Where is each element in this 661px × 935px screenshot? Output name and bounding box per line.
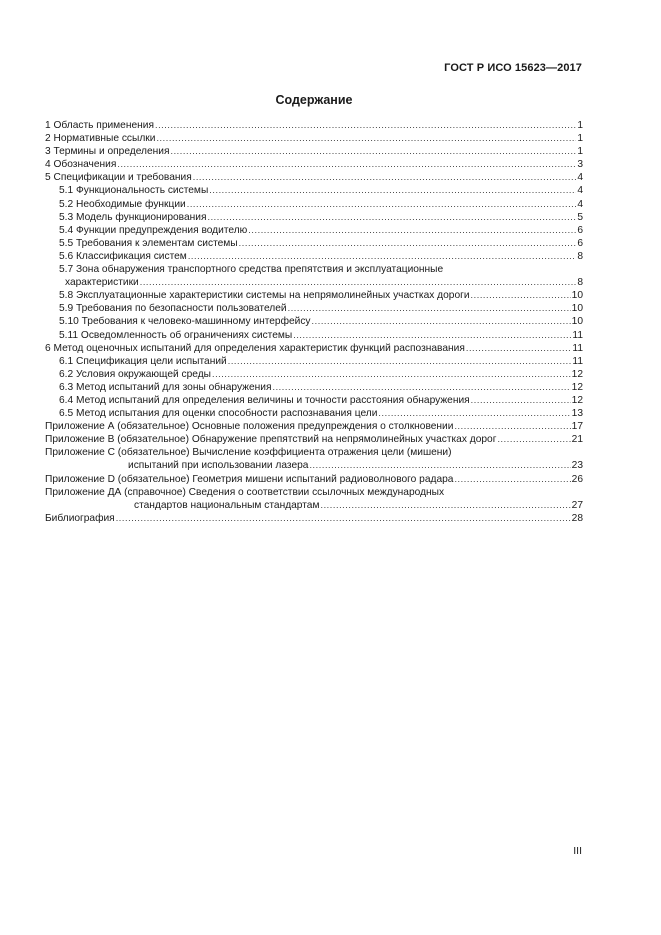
toc-page-number: 10 <box>571 290 583 302</box>
toc-page-number: 26 <box>571 473 583 485</box>
toc-entry-continuation[interactable] <box>45 276 583 289</box>
toc-entry[interactable] <box>45 486 583 499</box>
document-id: ГОСТ Р ИСО 15623—2017 <box>444 62 582 74</box>
toc-page-number: 6 <box>577 237 583 249</box>
toc-entry[interactable] <box>45 119 583 132</box>
toc-entry[interactable] <box>45 158 583 171</box>
toc-entry-text: 5 Спецификации и требования <box>45 172 192 184</box>
toc-entry[interactable] <box>45 446 583 459</box>
toc-entry-text: испытаний при использовании лазера <box>128 460 309 472</box>
leader-dots <box>309 459 570 472</box>
leader-dots <box>156 132 576 145</box>
leader-dots <box>117 158 576 171</box>
toc-entry[interactable] <box>45 237 583 250</box>
toc-page-number: 1 <box>577 133 583 145</box>
toc-entry-text: 5.2 Необходимые функции <box>59 198 186 210</box>
toc-entry-text: 5.6 Классификация систем <box>59 250 187 262</box>
leader-dots <box>466 342 572 355</box>
toc-entry[interactable] <box>45 381 583 394</box>
toc-entry[interactable] <box>45 355 583 368</box>
leader-dots <box>293 329 571 342</box>
toc-page-number: 11 <box>572 355 583 367</box>
toc-entry-text: 5.7 Зона обнаружения транспортного средства препятствия и эксплуатационные <box>59 264 444 276</box>
toc-page-number: 8 <box>577 250 583 262</box>
toc-entry-text: 6.2 Условия окружающей среды <box>59 368 211 380</box>
toc-page-number: 10 <box>571 303 583 315</box>
toc-entry-text: 3 Термины и определения <box>45 146 170 158</box>
toc-entry[interactable] <box>45 368 583 381</box>
toc-entry-text: 4 Обозначения <box>45 159 117 171</box>
toc-entry-text: 6.1 Спецификация цели испытаний <box>59 355 227 367</box>
toc-page-number: 17 <box>571 421 583 433</box>
leader-dots <box>116 512 571 525</box>
toc-page-number: 4 <box>577 198 583 210</box>
toc-page-number: 11 <box>572 342 583 354</box>
toc-entry-text: Приложение С (обязательное) Вычисление коэффициента отражения цели (мишени) <box>45 447 452 459</box>
toc-page-number: 3 <box>577 159 583 171</box>
toc-entry-text: 5.3 Модель функционирования <box>59 211 207 223</box>
leader-dots <box>320 499 570 512</box>
leader-dots <box>312 315 571 328</box>
toc-entry[interactable] <box>45 512 583 525</box>
toc-page-number: 4 <box>577 185 583 197</box>
toc-entry-text: 5.10 Требования к человеко-машинному интерфейсу <box>59 316 311 328</box>
toc-page-number: 4 <box>577 172 583 184</box>
toc-entry-text: 6.3 Метод испытаний для зоны обнаружения <box>59 381 272 393</box>
toc-entry[interactable] <box>45 132 583 145</box>
toc-entry-text: 2 Нормативные ссылки <box>45 133 156 145</box>
toc-entry[interactable] <box>45 473 583 486</box>
toc-entry[interactable] <box>45 302 583 315</box>
toc-entry[interactable] <box>45 329 583 342</box>
leader-dots <box>454 420 570 433</box>
toc-page-number: 5 <box>577 211 583 223</box>
leader-dots <box>188 250 577 263</box>
toc-entry[interactable] <box>45 315 583 328</box>
toc-page-number: 1 <box>577 146 583 158</box>
toc-entry[interactable] <box>45 420 583 433</box>
toc-entry-text: Приложение А (обязательное) Основные положения предупреждения о столкновении <box>45 421 454 433</box>
toc-entry[interactable] <box>45 289 583 302</box>
leader-dots <box>193 171 577 184</box>
leader-dots <box>212 368 571 381</box>
table-of-contents <box>45 119 583 525</box>
toc-entry-text: 5.11 Осведомленность об ограничениях системы <box>59 329 293 341</box>
toc-entry-text: 5.4 Функции предупреждения водителю <box>59 224 248 236</box>
leader-dots <box>155 119 576 132</box>
toc-entry-text: Приложение ДА (справочное) Сведения о соответствии ссылочных международных <box>45 486 445 498</box>
toc-page-number: 6 <box>577 224 583 236</box>
toc-entry[interactable] <box>45 224 583 237</box>
toc-entry-continuation[interactable] <box>45 459 583 472</box>
toc-page-number: 12 <box>571 368 583 380</box>
leader-dots <box>497 433 570 446</box>
leader-dots <box>471 289 571 302</box>
toc-entry-text: Приложение В (обязательное) Обнаружение препятствий на непрямолинейных участках дорог <box>45 434 497 446</box>
toc-page-number: 23 <box>571 460 583 472</box>
toc-page-number: 27 <box>571 499 583 511</box>
leader-dots <box>140 276 577 289</box>
leader-dots <box>187 198 577 211</box>
page-number: III <box>573 845 582 857</box>
leader-dots <box>378 407 570 420</box>
leader-dots <box>248 224 576 237</box>
toc-entry-text: 6 Метод оценочных испытаний для определения характеристик функций распознавания <box>45 342 465 354</box>
leader-dots <box>209 184 576 197</box>
toc-entry[interactable] <box>45 198 583 211</box>
toc-entry[interactable] <box>45 211 583 224</box>
toc-entry[interactable] <box>45 250 583 263</box>
toc-entry-text: характеристики <box>65 277 139 289</box>
toc-entry-text: Библиография <box>45 512 115 524</box>
toc-entry-text: 5.5 Требования к элементам системы <box>59 237 238 249</box>
toc-entry[interactable] <box>45 184 583 197</box>
toc-page-number: 11 <box>572 329 583 341</box>
toc-entry-continuation[interactable] <box>45 499 583 512</box>
toc-entry-text: 5.8 Эксплуатационные характеристики системы на непрямолинейных участках дороги <box>59 290 470 302</box>
toc-entry-text: 1 Область применения <box>45 120 154 131</box>
toc-page-number: 12 <box>571 381 583 393</box>
toc-entry[interactable] <box>45 171 583 184</box>
toc-page-number: 10 <box>571 316 583 328</box>
toc-entry-text: 6.4 Метод испытаний для определения величины и точности расстояния обнаружения <box>59 394 470 406</box>
leader-dots <box>288 302 571 315</box>
toc-entry[interactable] <box>45 145 583 158</box>
toc-page-number: 13 <box>571 408 583 420</box>
toc-entry-text: Приложение D (обязательное) Геометрия мишени испытаний радиоволнового радара <box>45 473 454 485</box>
toc-entry-text: 6.5 Метод испытания для оценки способности распознавания цели <box>59 408 378 420</box>
leader-dots <box>471 394 571 407</box>
leader-dots <box>228 355 572 368</box>
leader-dots <box>170 145 576 158</box>
toc-entry[interactable] <box>45 407 583 420</box>
toc-entry-text: 5.1 Функциональность системы <box>59 185 209 197</box>
toc-page-number: 8 <box>577 277 583 289</box>
toc-entry[interactable] <box>45 433 583 446</box>
toc-entry[interactable] <box>45 342 583 355</box>
leader-dots <box>207 211 576 224</box>
toc-entry-text: 5.9 Требования по безопасности пользователей <box>59 303 287 315</box>
toc-page-number: 1 <box>577 120 583 131</box>
leader-dots <box>272 381 570 394</box>
toc-page-number: 21 <box>571 434 583 446</box>
toc-entry[interactable] <box>45 394 583 407</box>
toc-page-number: 28 <box>571 512 583 524</box>
toc-entry-text: стандартов национальным стандартам <box>134 499 320 511</box>
page-title: Содержание <box>275 93 353 107</box>
leader-dots <box>239 237 577 250</box>
leader-dots <box>454 473 570 486</box>
toc-entry[interactable] <box>45 263 583 276</box>
toc-page-number: 12 <box>571 394 583 406</box>
